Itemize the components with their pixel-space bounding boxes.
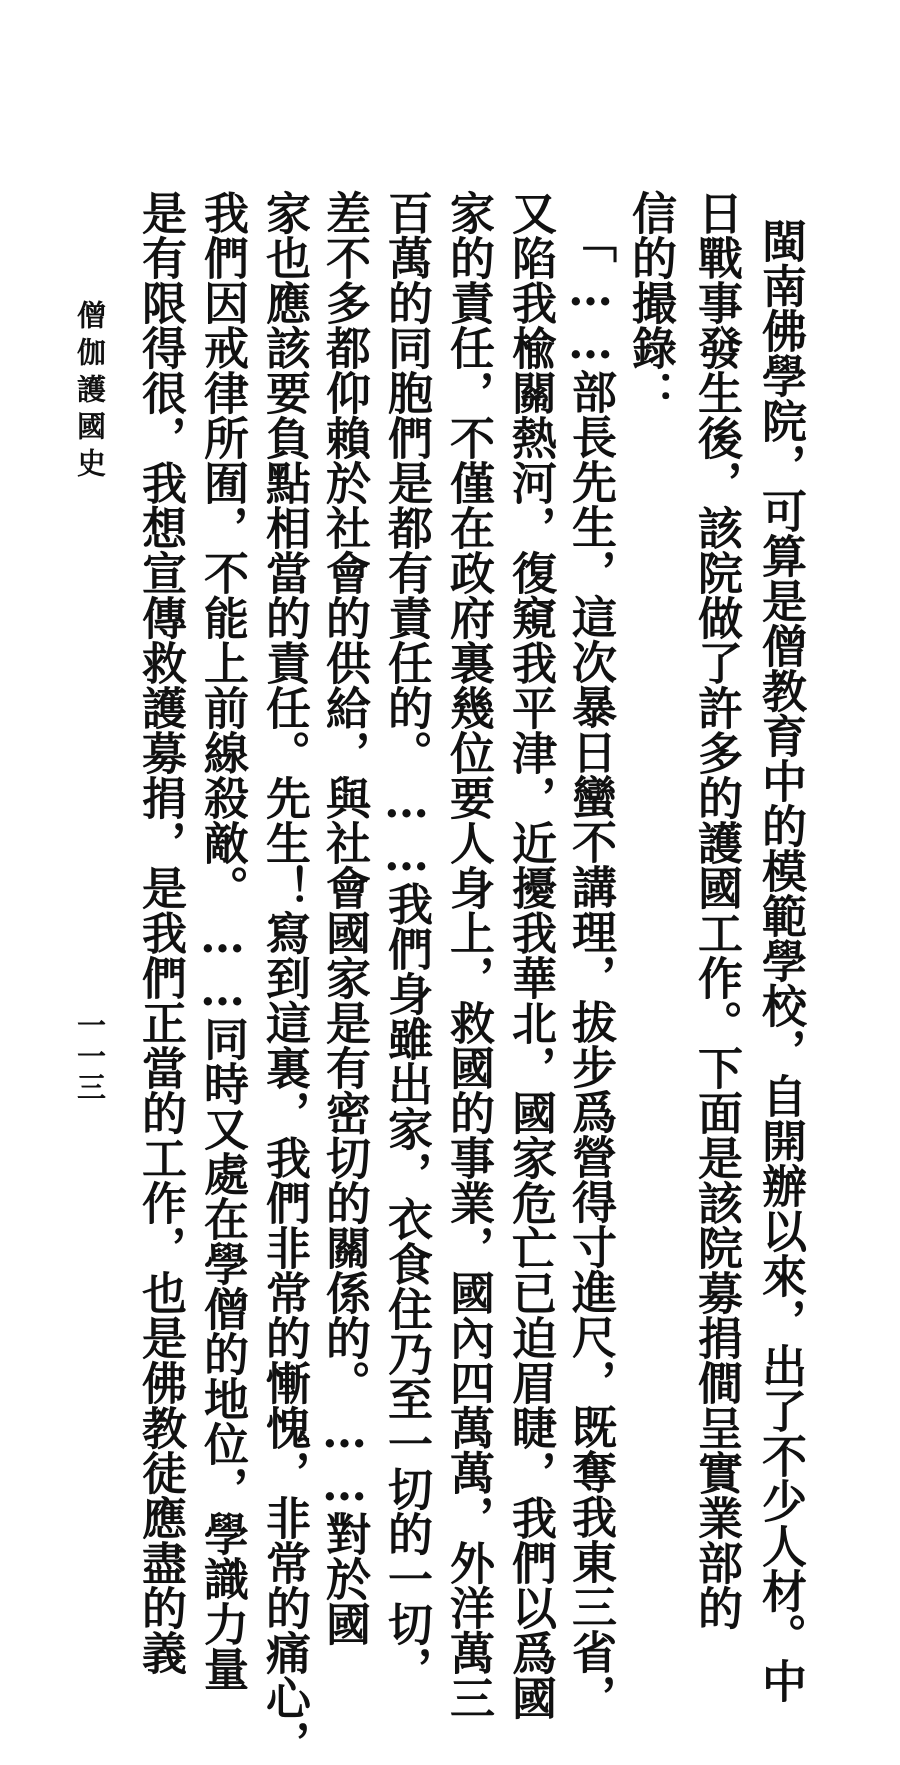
running-title: 僧伽護國史 (73, 300, 107, 485)
text-column: 我們因戒律所囿，不能上前線殺敵。……同時又處在學僧的地位，學識力量 (196, 190, 249, 1691)
text-column: 百萬的同胞們是都有責任的。……我們身雖出家，衣食住乃至一切的一切， (380, 190, 433, 1691)
text-column: 家也應該要負點相當的責任。先生！寫到這裏，我們非常的慚愧，非常的痛心， (258, 190, 311, 1765)
text-column: 「……部長先生，這次暴日蠻不講理，拔步爲營得寸進尺，既奪我東三省， (564, 218, 617, 1719)
text-column: 閩南佛學院，可算是僧教育中的模範學校，自開辦以來，出了不少人材。中 (754, 218, 807, 1703)
text-column: 家的責任，不僅在政府裏幾位要人身上，救國的事業，國內四萬萬，外洋萬三 (442, 190, 495, 1720)
text-column: 日戰事發生後，該院做了許多的護國工作。下面是該院募捐僴呈實業部的 (690, 190, 743, 1630)
page-number: 一一三 (73, 1010, 107, 1103)
text-column: 差不多都仰賴於社會的供給，與社會國家是有密切的關係的。……對於國 (318, 190, 371, 1646)
text-column: 是有限得很，我想宣傳救護募捐，是我們正當的工作，也是佛教徒應盡的義 (134, 190, 187, 1675)
text-column: 又陷我楡關熱河，復窺我平津，近擾我華北，國家危亡已迫眉睫，我們以爲國 (504, 190, 557, 1720)
text-column: 信的撮錄： (624, 190, 677, 415)
